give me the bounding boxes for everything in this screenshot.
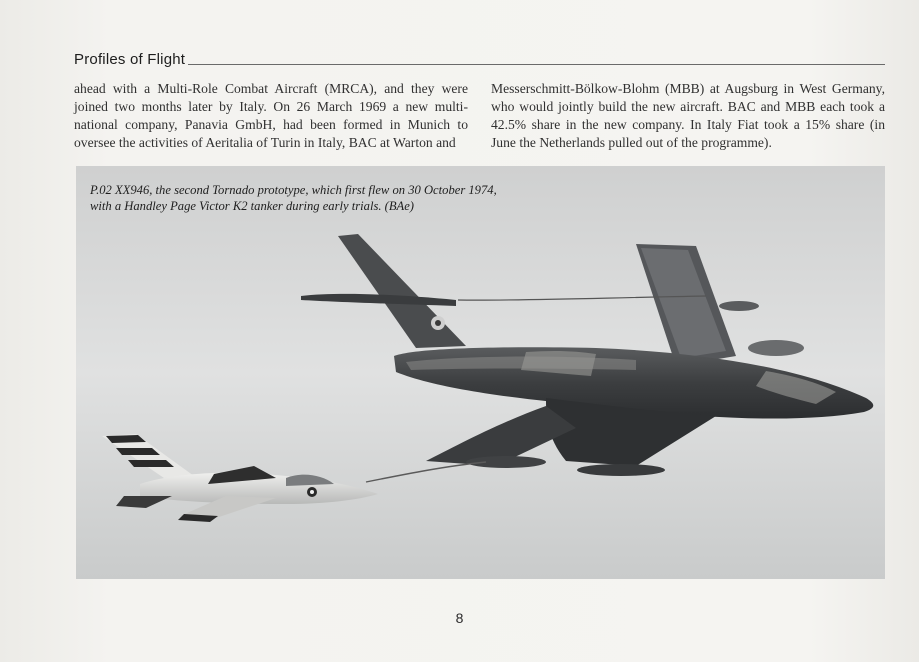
photo-figure [76, 166, 885, 579]
aircraft-photo [76, 166, 885, 579]
caption-line-2: with a Handley Page Victor K2 tanker during early trials. (BAe) [90, 199, 414, 213]
photo-caption [90, 182, 570, 214]
running-head-title: Profiles of Flight [74, 51, 186, 68]
body-paragraph-right: Messerschmitt-Bölkow-Blohm (MBB) at Augsburg in West Germany, who would jointly build the new aircraft. BAC and MBB each took a 42.5% share in the new company. In Italy Fiat took a 15% share (in June the Netherlands pulled out of the programme). [491, 81, 885, 150]
running-head [74, 48, 885, 68]
caption-line-1: P.02 XX946, the second Tornado prototype, which first flew on 30 October 1974, [90, 183, 497, 197]
body-column-left [74, 80, 468, 152]
body-column-right [491, 80, 885, 152]
body-paragraph-left: ahead with a Multi-Role Combat Aircraft (MRCA), and they were joined two months later by Italy. On 26 March 1969 a new multi-national company, Panavia GmbH, had been formed in Munich to oversee the activities of Aeritalia of Turin in Italy, BAC at Warton and [74, 81, 468, 150]
running-head-rule [188, 64, 885, 65]
page-number: 8 [455, 610, 464, 626]
